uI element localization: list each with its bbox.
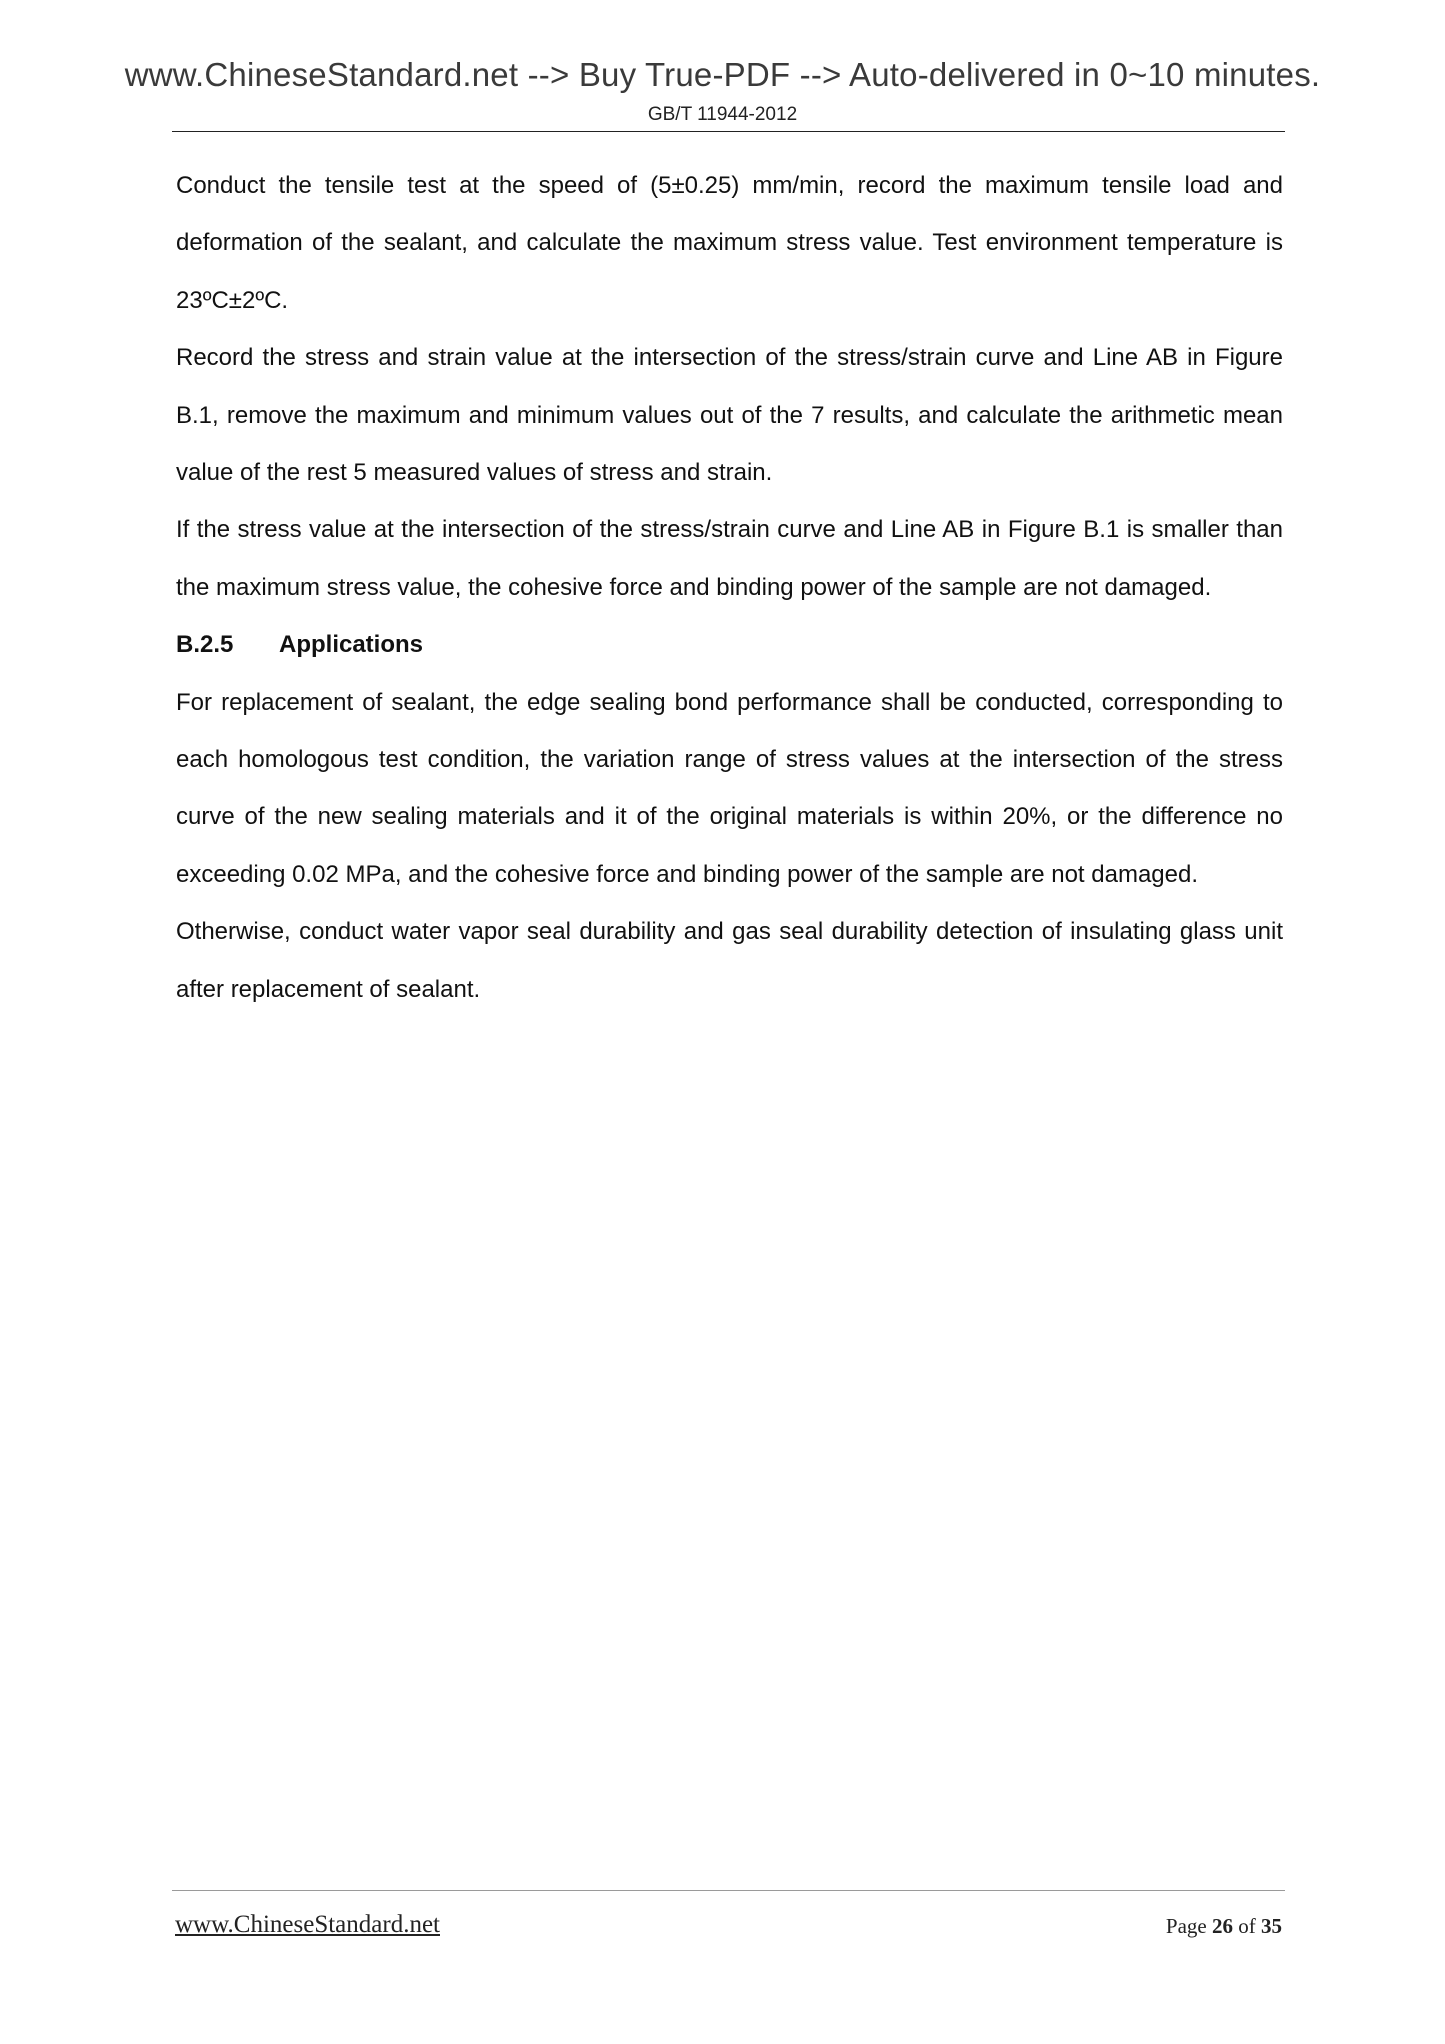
paragraph-tensile-test: Conduct the tensile test at the speed of (5±0.25) mm/min, record the maximum tensile load and deformation of the sealant, and calculate the maximum stress value. Test environment temperature is 23ºC±2ºC. bbox=[176, 172, 1283, 314]
paragraph-stress-comparison: If the stress value at the intersection of the stress/strain curve and Line AB in Figure B.1 is smaller than the maximum stress value, the cohesive force and binding power of the sample are not damaged. bbox=[176, 516, 1283, 601]
document-body bbox=[176, 157, 1283, 1018]
page-total: 35 bbox=[1261, 1914, 1282, 1938]
section-number: B.2.5 bbox=[176, 631, 234, 659]
page-of: of bbox=[1238, 1914, 1256, 1938]
paragraph-otherwise: Otherwise, conduct water vapor seal durability and gas seal durability detection of insulating glass unit after replacement of sealant. bbox=[176, 918, 1283, 1003]
document-code: GB/T 11944-2012 bbox=[647, 104, 798, 125]
page-number bbox=[1166, 1914, 1282, 1939]
header-divider bbox=[172, 131, 1285, 132]
section-heading bbox=[176, 616, 1283, 673]
section-title: Applications bbox=[279, 631, 424, 659]
page-label: Page bbox=[1165, 1914, 1207, 1938]
footer-divider bbox=[172, 1890, 1285, 1891]
paragraph-record-values: Record the stress and strain value at the intersection of the stress/strain curve and Line AB in Figure B.1, remove the maximum and minimum values out of the 7 results, and calculate the arithmetic mean value of the rest 5 measured values of stress and strain. bbox=[176, 344, 1283, 487]
paragraph-replacement: For replacement of sealant, the edge sealing bond performance shall be conducted, corresponding to each homologous test condition, the variation range of stress values at the intersection of the stress curve of the new sealing materials and it of the original materials is within 20%, or the difference no exceeding 0.02 MPa, and the cohesive force and binding power of the sample are not damaged. bbox=[176, 688, 1283, 888]
footer-website-link[interactable]: www.ChineseStandard.net bbox=[175, 1911, 440, 1938]
page-current: 26 bbox=[1212, 1914, 1233, 1938]
header-banner[interactable]: www.ChineseStandard.net --> Buy True-PDF --> Auto-delivered in 0~10 minutes. bbox=[124, 56, 1321, 93]
